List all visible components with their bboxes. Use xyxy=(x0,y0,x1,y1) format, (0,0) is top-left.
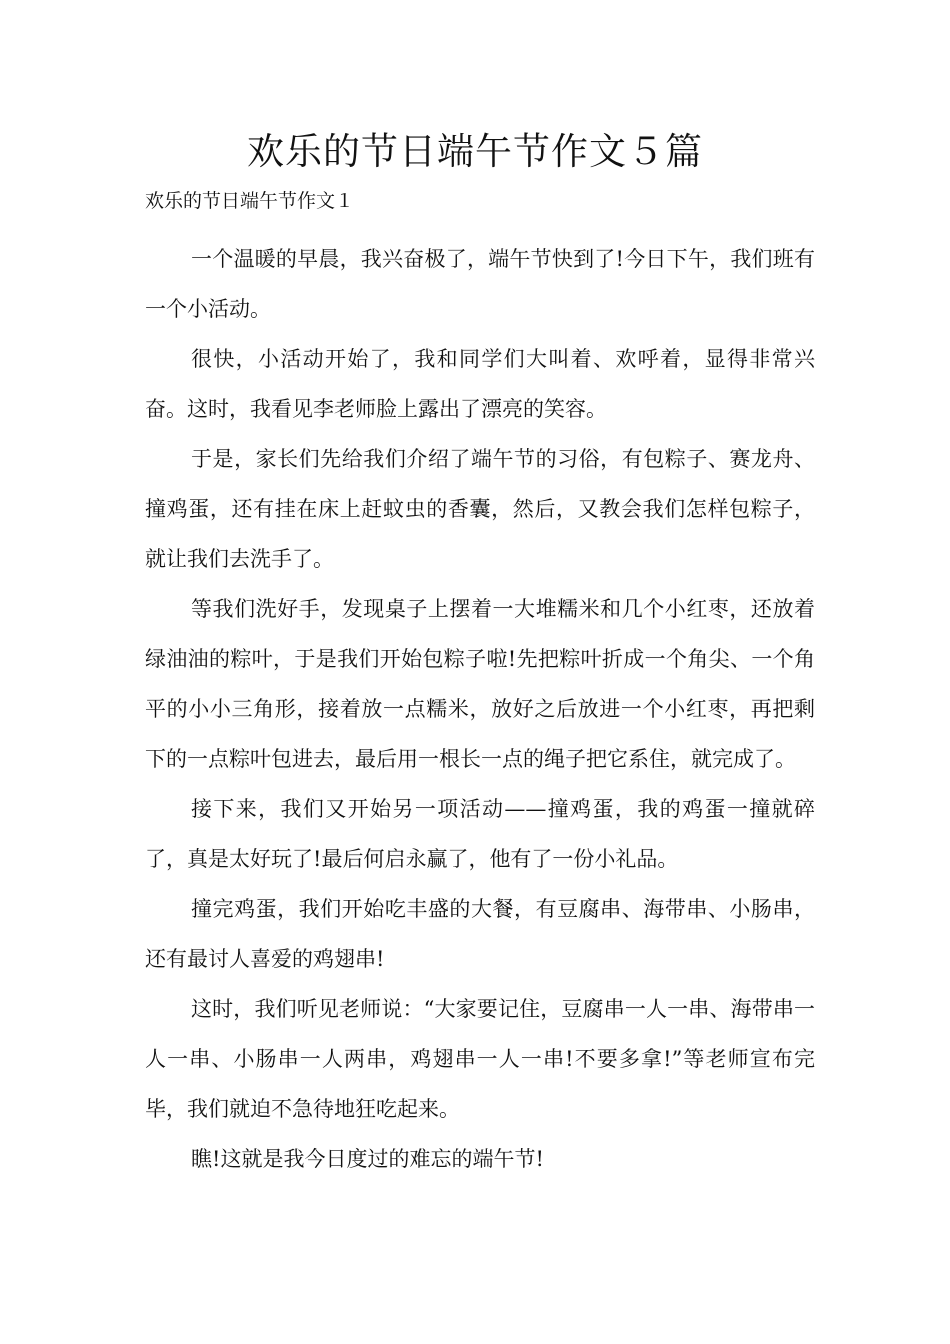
paragraph: 等我们洗好手，发现桌子上摆着一大堆糯米和几个小红枣，还放着绿油油的粽叶，于是我们开始包粽子啦!先把粽叶折成一个角尖、一个角平的小小三角形，接着放一点糯米，放好之后放进一个小红枣，再把剩下的一点粽叶包进去，最后用一根长一点的绳子把它系住，就完成了。 xyxy=(145,597,815,771)
section-heading: 欢乐的节日端午节作文１ xyxy=(145,190,355,212)
paragraph: 瞧!这就是我今日度过的难忘的端午节! xyxy=(191,1147,544,1171)
paragraph: 这时，我们听见老师说：“大家要记住，豆腐串一人一串、海带串一人一串、小肠串一人两串，鸡翅串一人一串!不要多拿!”等老师宣布完毕，我们就迫不急待地狂吃起来。 xyxy=(145,997,815,1121)
paragraph: 一个温暖的早晨，我兴奋极了，端午节快到了!今日下午，我们班有一个小活动。 xyxy=(145,247,815,321)
paragraph: 接下来，我们又开始另一项活动——撞鸡蛋，我的鸡蛋一撞就碎了，真是太好玩了!最后何启永赢了，他有了一份小礼品。 xyxy=(145,797,815,871)
paragraph: 撞完鸡蛋，我们开始吃丰盛的大餐，有豆腐串、海带串、小肠串，还有最讨人喜爱的鸡翅串! xyxy=(145,897,815,971)
paragraph: 于是，家长们先给我们介绍了端午节的习俗，有包粽子、赛龙舟、撞鸡蛋，还有挂在床上赶蚊虫的香囊，然后，又教会我们怎样包粽子，就让我们去洗手了。 xyxy=(145,447,815,571)
essay-body xyxy=(145,234,815,1184)
document-title: 欢乐的节日端午节作文５篇 xyxy=(247,130,703,173)
paragraph: 很快，小活动开始了，我和同学们大叫着、欢呼着，显得非常兴奋。这时，我看见李老师脸上露出了漂亮的笑容。 xyxy=(145,347,815,421)
